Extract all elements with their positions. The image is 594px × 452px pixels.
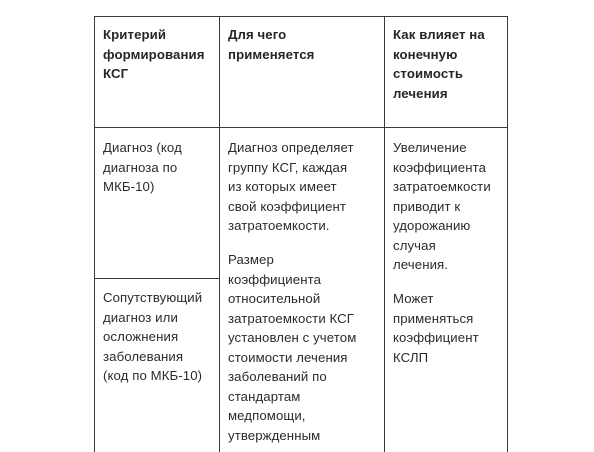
row-1-purpose: Диагноз определяет группу КСГ, каждая из которых имеет свой коэффициент затратоемкости. [228,140,354,233]
column-divider-2 [384,16,385,452]
header-purpose: Для чего применяется [228,27,315,62]
row-1-effect: Увеличение коэффициента затратоемкости приводит к удорожанию случая лечения. [393,140,491,272]
header-effect: Как влияет на конечную стоимость лечения [393,27,485,101]
row-2-purpose: Размер коэффициента относительной затратоемкости КСГ установлен с учетом стоимости лечения заболеваний по стандартам медпомощи, утвержденным [228,252,357,443]
first-column-row-divider [94,278,219,279]
row-2-effect: Может применяться коэффициент КСЛП [393,291,479,365]
header-row-divider [94,127,508,128]
column-divider-1 [219,16,220,452]
row-1-criterion: Диагноз (код диагноза по МКБ-10) [103,140,182,194]
header-criterion: Критерий формирования КСГ [103,27,205,81]
row-2-criterion: Сопутствующий диагноз или осложнения заболевания (код по МКБ-10) [103,290,203,383]
